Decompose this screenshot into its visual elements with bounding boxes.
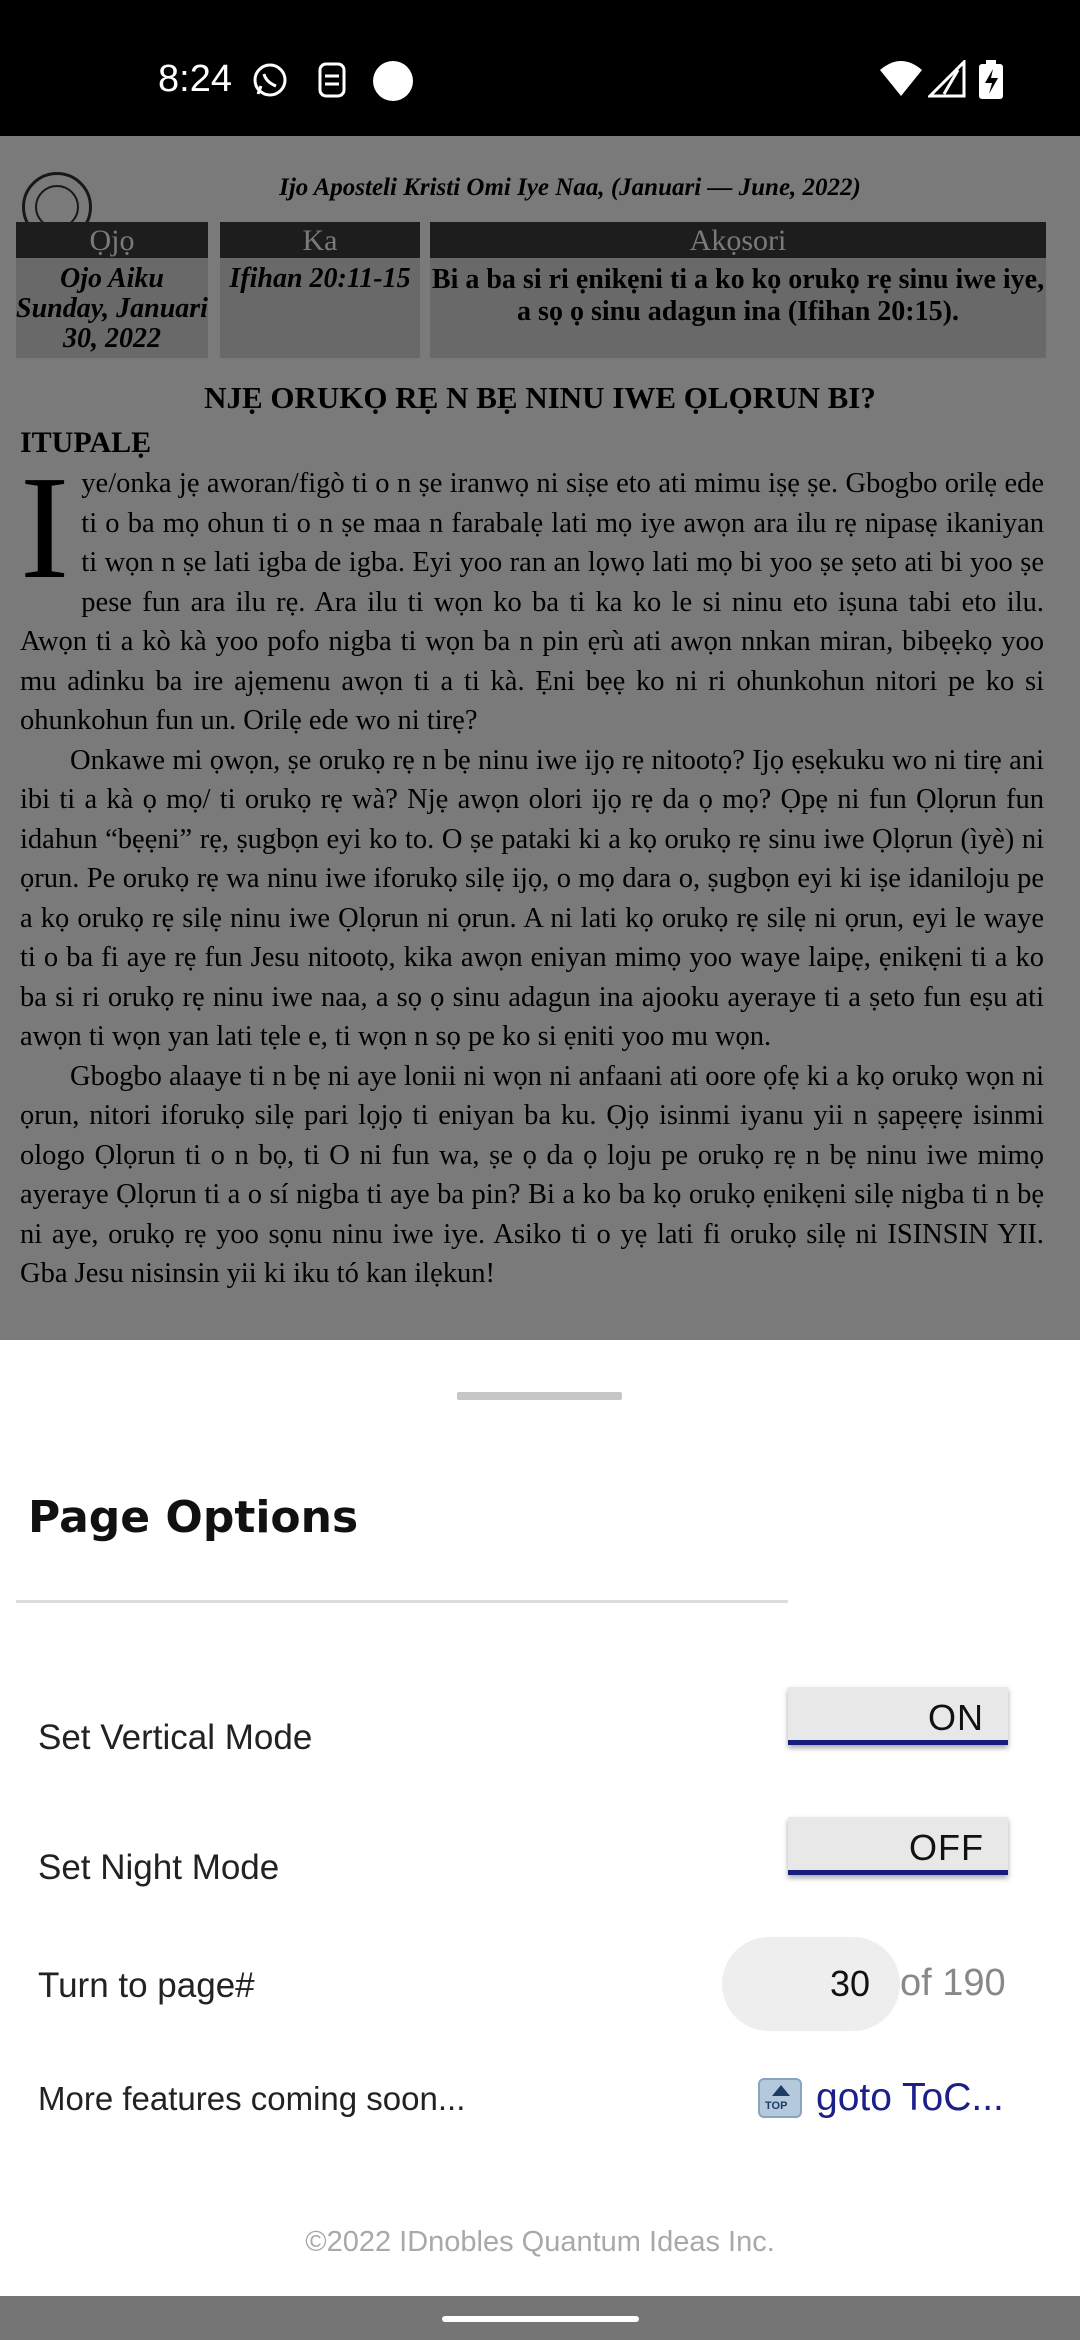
top-arrow-icon [758, 2078, 802, 2118]
clock: 8:24 [158, 58, 232, 100]
vertical-mode-label: Set Vertical Mode [38, 1718, 313, 1757]
navigation-bar [0, 2296, 1080, 2340]
sheet-title: Page Options [28, 1492, 359, 1543]
goto-toc-label: goto ToC... [816, 2076, 1004, 2119]
goto-toc-link[interactable] [758, 2076, 1004, 2120]
copyright-text: ©2022 IDnobles Quantum Ideas Inc. [305, 2226, 775, 2258]
cellular-signal-icon [928, 60, 966, 98]
page-number-input[interactable] [722, 1937, 900, 2031]
night-mode-toggle[interactable]: OFF [788, 1817, 1008, 1875]
scrim-overlay[interactable] [0, 136, 1080, 1340]
drag-handle[interactable] [457, 1392, 622, 1400]
home-gesture-handle[interactable] [442, 2316, 639, 2322]
coming-soon-text: More features coming soon... [38, 2080, 466, 2117]
wifi-icon [878, 60, 924, 98]
night-mode-label: Set Night Mode [38, 1848, 280, 1887]
page-options-sheet [0, 1340, 1080, 2296]
dot-notification-icon [372, 60, 414, 102]
page-total: of 190 [900, 1962, 1006, 2004]
status-bar [0, 0, 1080, 136]
battery-charging-icon [978, 60, 1004, 100]
app-notification-icon [314, 60, 350, 100]
vertical-mode-toggle[interactable]: ON [788, 1687, 1008, 1745]
divider [16, 1600, 788, 1603]
turn-to-page-label: Turn to page# [38, 1966, 255, 2005]
whatsapp-icon [250, 60, 290, 100]
